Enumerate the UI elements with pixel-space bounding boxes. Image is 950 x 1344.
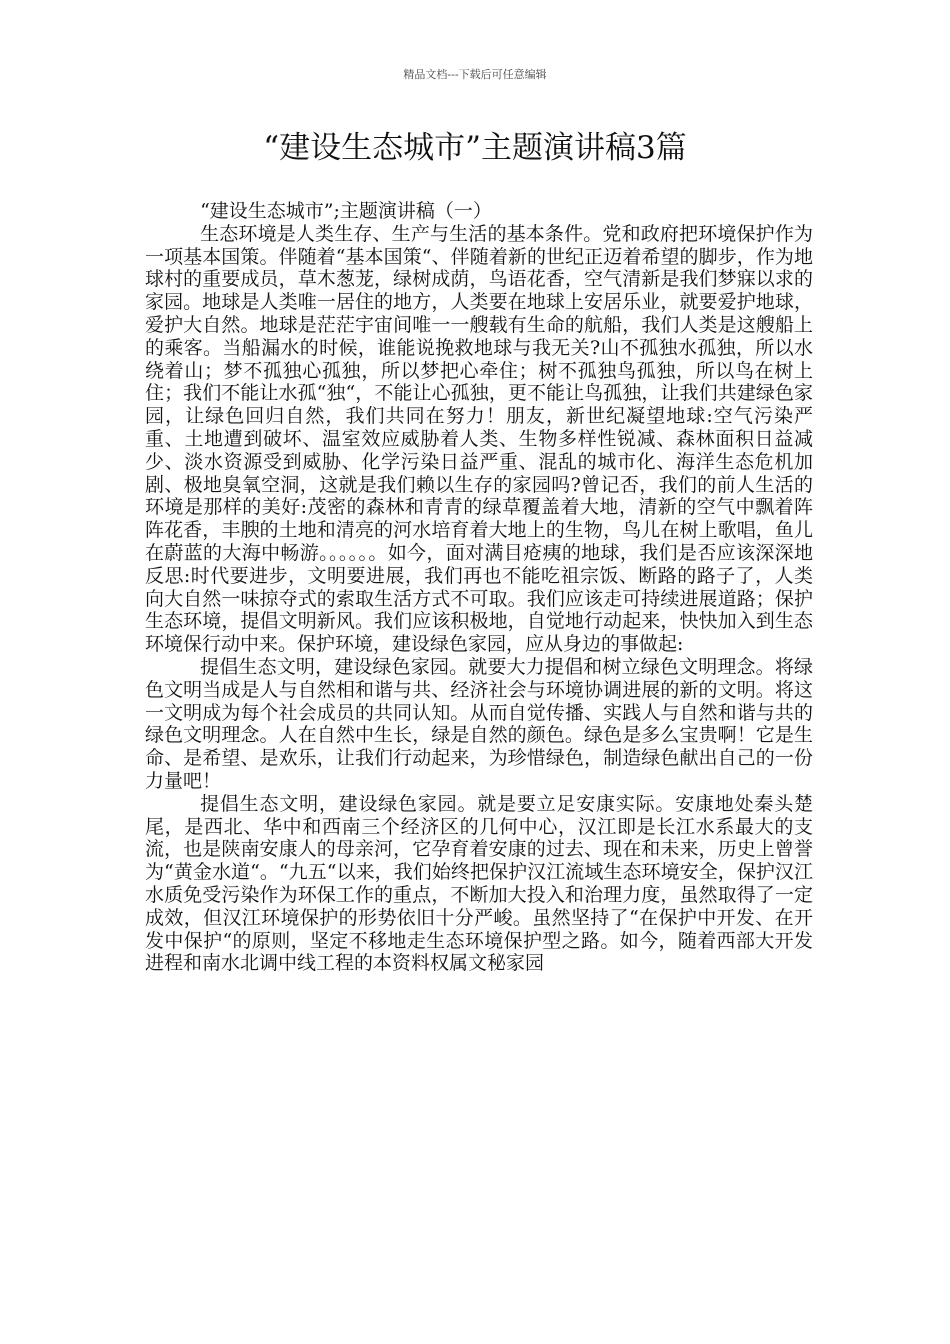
- document-title: “建设生态城市”主题演讲稿3篇: [263, 130, 687, 166]
- section-subheading: “建设生态城市”;主题演讲稿（一）: [200, 200, 492, 222]
- document-body: [145, 200, 813, 975]
- header-note: 精品文档---下载后可任意编辑: [403, 68, 547, 81]
- paragraph-1: 生态环境是人类生存、生产与生活的基本条件。党和政府把环境保护作为一项基本国策。伴随着“基本国策“、伴随着新的世纪正迈着希望的脚步，作为地球村的重要成员，草木葱茏，绿树成荫，鸟语花香，空气清新是我们梦寐以求的家园。地球是人类唯一居住的地方，人类要在地球上安居乐业，就要爱护地球，爱护大自然。地球是茫茫宇宙间唯一一艘载有生命的航船，我们人类是这艘船上的乘客。当船漏水的时候，谁能说挽救地球与我无关?山不孤独水孤独，所以水绕着山；梦不孤独心孤独，所以梦把心牵住；树不孤独鸟孤独，所以鸟在树上住；我们不能让水孤“独“，不能让心孤独，更不能让鸟孤独，让我们共建绿色家园，让绿色回归自然，我们共同在努力！朋友，新世纪凝望地球:空气污染严重、土地遭到破坏、温室效应威胁着人类、生物多样性锐减、森林面积日益减少、淡水资源受到威胁、化学污染日益严重、混乱的城市化、海洋生态危机加剧、极地臭氧空洞，这就是我们赖以生存的家园吗?曾记否，我们的前人生活的环境是那样的美好:茂密的森林和青青的绿草覆盖着大地，清新的空气中飘着阵阵花香，丰腴的土地和清亮的河水培育着大地上的生物，鸟儿在树上歌唱，鱼儿在蔚蓝的大海中畅游。。。。。。如今，面对满目疮痍的地球，我们是否应该深深地反思:时代要进步，文明要进展，我们再也不能吃祖宗饭、断路的路子了，人类向大自然一味掠夺式的索取生活方式不可取。我们应该走可持续进展道路；保护生态环境，提倡文明新风。我们应该积极地，自觉地行动起来，快快加入到生态环境保行动中来。保护环境，建设绿色家园，应从身边的事做起:: [145, 222, 813, 656]
- paragraph-2: 提倡生态文明，建设绿色家园。就要大力提倡和树立绿色文明理念。将绿色文明当成是人与自然相和谐与共、经济社会与环境协调进展的新的文明。将这一文明成为每个社会成员的共同认知。从而自觉传播、实践人与自然和谐与共的绿色文明理念。人在自然中生长，绿是自然的颜色。绿色是多么宝贵啊！它是生命、是希望、是欢乐，让我们行动起来，为珍惜绿色，制造绿色献出自己的一份力量吧！: [145, 655, 813, 792]
- paragraph-3: 提倡生态文明，建设绿色家园。就是要立足安康实际。安康地处秦头楚尾，是西北、华中和西南三个经济区的几何中心，汉江即是长江水系最大的支流，也是陕南安康人的母亲河，它孕育着安康的过去、现在和未来，历史上曾誉为“黄金水道“。“九五“以来，我们始终把保护汉江流域生态环境安全，保护汉江水质免受污染作为环保工作的重点，不断加大投入和治理力度，虽然取得了一定成效，但汉江环境保护的形势依旧十分严峻。虽然坚持了“在保护中开发、在开发中保护“的原则，坚定不移地走生态环境保护型之路。如今，随着西部大开发进程和南水北调中线工程的本资料权属文秘家园: [145, 792, 813, 975]
